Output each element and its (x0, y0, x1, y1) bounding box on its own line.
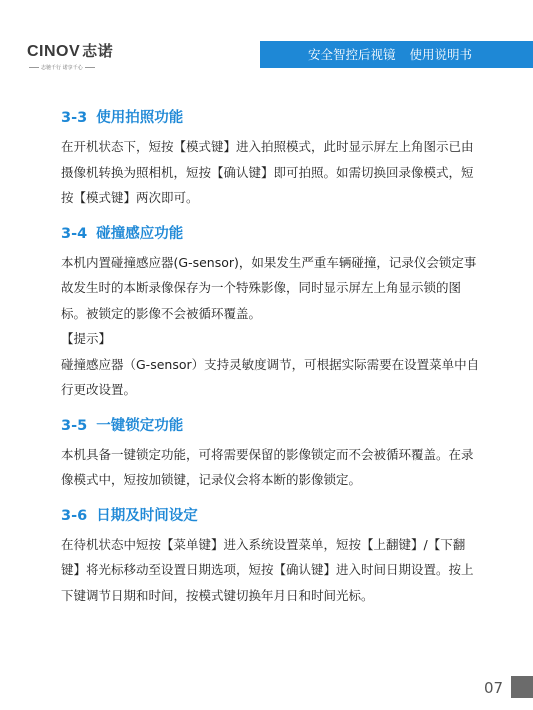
header-banner (260, 41, 533, 68)
section-paragraph: 本机内置碰撞感应器(G-sensor)，如果发生严重车辆碰撞，记录仪会锁定事故发生时的本断录像保存为一个特殊影像，同时显示屏左上角显示锁的图标。被锁定的影像不会被循环覆盖。 (61, 254, 477, 321)
slogan-line-left (29, 67, 39, 68)
section-3-3 (61, 107, 481, 211)
section-title (61, 107, 481, 129)
logo-wordmark (27, 44, 117, 60)
header-product-title: 安全智控后视镜 (308, 47, 396, 62)
section-title (61, 223, 481, 245)
slogan-line-right (85, 67, 95, 68)
section-number: 3-3 (61, 110, 88, 126)
section-number: 3-4 (61, 225, 88, 242)
section-paragraph: 在开机状态下，短按【模式键】进入拍照模式，此时显示屏左上角图示已由摄像机转换为照相机，短按【确认键】即可拍照。如需切换回录像模式，短按【模式键】两次即可。 (61, 139, 474, 205)
section-3-6 (61, 505, 481, 609)
section-number: 3-6 (61, 507, 88, 524)
page-content (61, 107, 481, 608)
section-3-5 (61, 415, 481, 493)
section-3-4 (61, 223, 481, 403)
section-heading: 日期及时间设定 (96, 507, 198, 524)
section-number: 3-5 (61, 417, 88, 434)
header-doc-type: 使用说明书 (409, 47, 473, 62)
section-title (61, 415, 481, 437)
logo-slogan (27, 64, 117, 71)
section-heading: 碰撞感应功能 (96, 225, 184, 242)
page-number-block (511, 676, 533, 698)
tip-label: 【提示】 (61, 331, 112, 346)
logo-cn-text: 志诺 (82, 43, 114, 60)
section-heading: 使用拍照功能 (96, 110, 184, 126)
section-title (61, 505, 481, 527)
page-number: 07 (484, 679, 504, 697)
section-paragraph: 在待机状态中短按【菜单键】进入系统设置菜单，短按【上翻键】/【下翻键】将光标移动至设置日期选项，短按【确认键】进入时间日期设置。按上下键调节日期和时间，按模式键切换年月日和时间光标。 (61, 536, 474, 603)
tip-paragraph: 碰撞感应器（G-sensor）支持灵敏度调节，可根据实际需要在设置菜单中自行更改设置。 (61, 356, 480, 397)
logo-brand-text: CINOV (27, 43, 81, 60)
section-heading: 一键锁定功能 (96, 417, 184, 434)
section-paragraph: 本机具备一键锁定功能，可将需要保留的影像锁定而不会被循环覆盖。在录像模式中，短按加锁键，记录仪会将本断的影像锁定。 (61, 446, 474, 487)
brand-logo (27, 44, 117, 80)
logo-slogan-text: 志驰千行 诺享千心 (41, 65, 83, 71)
